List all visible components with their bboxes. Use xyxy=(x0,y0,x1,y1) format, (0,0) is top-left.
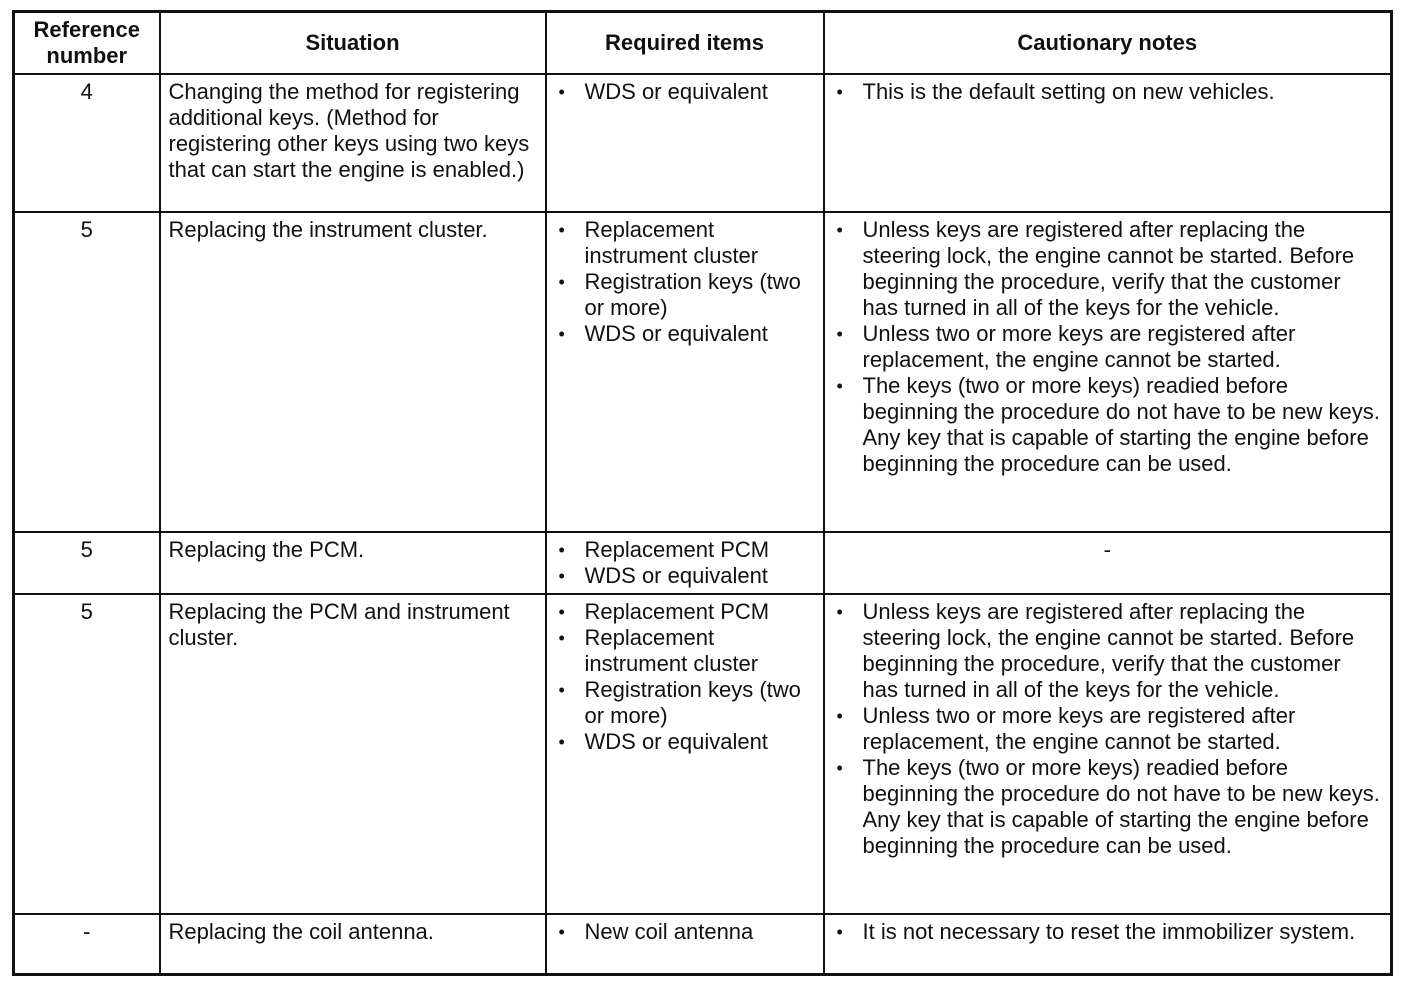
list-item: • This is the default setting on new vehicles. xyxy=(833,79,1383,105)
situation-cell: Replacing the coil antenna. xyxy=(160,914,546,974)
table-row xyxy=(14,74,1392,212)
list-item: • Replacement instrument cluster xyxy=(555,217,815,269)
list-item: • WDS or equivalent xyxy=(555,79,815,105)
list-item: • WDS or equivalent xyxy=(555,321,815,347)
required-items-list xyxy=(555,599,815,755)
list-item: • WDS or equivalent xyxy=(555,563,815,589)
cautionary-notes-cell xyxy=(824,212,1392,532)
reference-number-cell: 4 xyxy=(14,74,160,212)
situation-cell: Replacing the instrument cluster. xyxy=(160,212,546,532)
required-items-cell xyxy=(546,914,824,974)
header-cautionary-notes: Cautionary notes xyxy=(824,12,1392,75)
cautionary-notes-cell xyxy=(824,914,1392,974)
header-reference-number xyxy=(14,12,160,75)
required-items-cell xyxy=(546,594,824,914)
list-item: • Replacement instrument cluster xyxy=(555,625,815,677)
header-row xyxy=(14,12,1392,75)
situation-cell: Replacing the PCM and instrument cluster. xyxy=(160,594,546,914)
header-ref-line2: number xyxy=(46,43,128,68)
list-item: • It is not necessary to reset the immobilizer system. xyxy=(833,919,1383,945)
table-row xyxy=(14,914,1392,974)
list-item: • New coil antenna xyxy=(555,919,815,945)
reference-number-cell: 5 xyxy=(14,594,160,914)
required-items-list xyxy=(555,217,815,347)
list-item: • Registration keys (two or more) xyxy=(555,269,815,321)
list-item: • Replacement PCM xyxy=(555,599,815,625)
table-row xyxy=(14,532,1392,594)
required-items-cell xyxy=(546,532,824,594)
list-item: • WDS or equivalent xyxy=(555,729,815,755)
cautionary-notes-list xyxy=(833,919,1383,945)
immobilizer-procedure-table xyxy=(12,10,1393,976)
reference-number-cell: - xyxy=(14,914,160,974)
list-item: • The keys (two or more keys) readied before beginning the procedure do not have to be new keys. Any key that is capable of starting the engine before beginning the procedure can be used. xyxy=(833,755,1383,859)
required-items-list xyxy=(555,537,815,589)
list-item: • Registration keys (two or more) xyxy=(555,677,815,729)
header-situation: Situation xyxy=(160,12,546,75)
header-ref-line1: Reference xyxy=(33,17,140,42)
table-row xyxy=(14,594,1392,914)
list-item: • Unless two or more keys are registered after replacement, the engine cannot be started. xyxy=(833,703,1383,755)
cautionary-notes-list xyxy=(833,599,1383,859)
cautionary-notes-list xyxy=(833,217,1383,477)
list-item: • Replacement PCM xyxy=(555,537,815,563)
cautionary-notes-list xyxy=(833,79,1383,105)
list-item: • Unless keys are registered after replacing the steering lock, the engine cannot be started. Before beginning the procedure, verify that the customer has turned in all of the keys for the vehicle. xyxy=(833,217,1383,321)
required-items-cell xyxy=(546,212,824,532)
cautionary-notes-cell xyxy=(824,594,1392,914)
list-item: • Unless two or more keys are registered after replacement, the engine cannot be started. xyxy=(833,321,1383,373)
required-items-list xyxy=(555,919,815,945)
list-item: • The keys (two or more keys) readied before beginning the procedure do not have to be new keys. Any key that is capable of starting the engine before beginning the procedure can be used. xyxy=(833,373,1383,477)
reference-number-cell: 5 xyxy=(14,212,160,532)
reference-number-cell: 5 xyxy=(14,532,160,594)
situation-cell: Replacing the PCM. xyxy=(160,532,546,594)
required-items-list xyxy=(555,79,815,105)
cautionary-notes-cell xyxy=(824,74,1392,212)
header-required-items: Required items xyxy=(546,12,824,75)
situation-cell: Changing the method for registering additional keys. (Method for registering other keys using two keys that can start the engine is enabled.) xyxy=(160,74,546,212)
list-item: • Unless keys are registered after replacing the steering lock, the engine cannot be started. Before beginning the procedure, verify that the customer has turned in all of the keys for the vehicle. xyxy=(833,599,1383,703)
required-items-cell xyxy=(546,74,824,212)
table-row xyxy=(14,212,1392,532)
cautionary-notes-cell: - xyxy=(824,532,1392,594)
